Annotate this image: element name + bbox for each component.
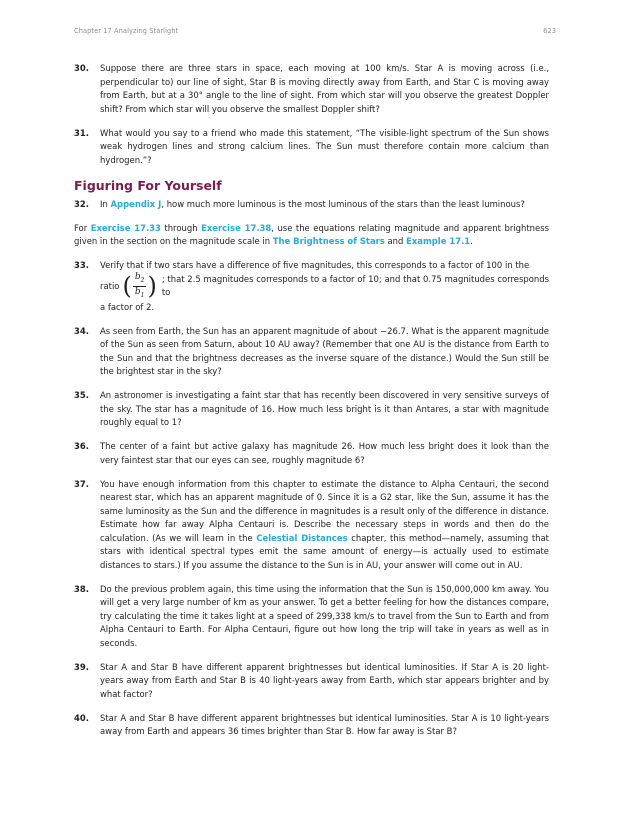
exercise-17-38-link[interactable]: Exercise 17.38 (201, 222, 272, 233)
exercise-35 (74, 389, 549, 430)
exercise-number: 35. (74, 390, 89, 401)
exercise-text: The center of a faint but active galaxy has magnitude 26. How much less bright does it look than the very faintest star that our eyes can see, roughly magnitude 6? (100, 441, 549, 465)
exercise-number: 38. (74, 583, 89, 594)
numerator-subscript: 2 (140, 276, 145, 284)
ratio-line (100, 272, 549, 301)
exercise-text-pre: In (100, 198, 111, 209)
celestial-distances-link[interactable]: Celestial Distances (256, 532, 348, 543)
intro-text: and (384, 236, 407, 246)
brightness-ratio-formula (122, 272, 156, 301)
exercise-text-pre: You have enough information from this chapter to estimate the distance to Alpha Centauri, the second nearest star, which has an apparent magnitude of 0. Since it is a G2 star, like the Sun, assume it has the same luminosity as the Sun and the difference in magnitudes is a result only of the difference in distance. Estimate how far away Alpha Centauri is. Describe the necessary steps in words and then do the calculation. (As we will learn in the (100, 478, 549, 543)
exercise-32 (74, 198, 549, 212)
fraction (133, 272, 147, 301)
page-number: 623 (543, 27, 556, 35)
exercise-31 (74, 127, 549, 168)
left-paren: ( (122, 272, 132, 301)
exercise-number: 36. (74, 441, 89, 452)
exercise-text: Suppose there are three stars in space, each moving at 100 km/s. Star A is moving across (i.e., perpendicular to) our line of sight, Star B is moving directly away from Earth, and Star C is moving away from Earth, but at a 30° angle to the line of sight. From which star will you observe the greatest Doppler shift? From which star will you observe the smallest Doppler shift? (100, 63, 549, 114)
intro-text: . (470, 236, 473, 246)
exercise-text-post: , how much more luminous is the most luminous of the stars than the least luminous? (161, 198, 525, 209)
exercise-number: 40. (74, 712, 89, 723)
section-heading: Figuring For Yourself (74, 177, 222, 193)
exercise-text-line1: Verify that if two stars have a difference of five magnitudes, this corresponds to a factor of 100 in the (100, 259, 530, 270)
exercise-text: An astronomer is investigating a faint star that has recently been discovered in very sensitive surveys of the sky. The star has a magnitude of 16. How much less bright is it than Antares, a star with magnitude roughly equal to 1? (100, 390, 549, 428)
exercise-text-line2: ; that 2.5 magnitudes corresponds to a factor of 10; and that 0.75 magnitudes corresponds to (161, 273, 549, 298)
exercise-text: What would you say to a friend who made this statement, “The visible-light spectrum of the Sun shows weak hydrogen lines and strong calcium lines. The Sun must therefore contain more calcium than hydrogen.”? (100, 127, 549, 165)
exercise-34 (74, 325, 549, 379)
fraction-numerator (133, 272, 147, 287)
exercise-number: 34. (74, 325, 89, 336)
exercise-37 (74, 478, 549, 573)
exercise-number: 30. (74, 63, 89, 73)
intro-text: For (74, 222, 91, 233)
exercise-text: Do the previous problem again, this time using the information that the Sun is 150,000,000 km away. You will get a very large number of km as your answer. To get a better feeling for how the distances compare, try calculating the time it takes light at a speed of 299,338 km/s to travel from the Sun to Earth and from Alpha Centauri to Earth. For Alpha Centauri, figure out how long the trip will take in years as well as in seconds. (100, 583, 549, 648)
exercise-number: 37. (74, 478, 89, 489)
denominator-subscript: 1 (140, 291, 145, 299)
exercise-number: 32. (74, 198, 89, 209)
exercise-number: 31. (74, 127, 89, 138)
exercise-text: As seen from Earth, the Sun has an apparent magnitude of about −26.7. What is the apparent magnitude of the Sun as seen from Saturn, about 10 AU away? (Remember that one AU is the distance from Earth to the Sun and that the brightness decreases as the inverse square of the distance.) Would the Sun still be the brightest star in the sky? (100, 325, 549, 377)
exercise-number: 33. (74, 259, 89, 270)
instructions-paragraph (74, 222, 549, 249)
exercise-38 (74, 583, 549, 651)
appendix-j-link[interactable]: Appendix J (110, 198, 162, 209)
exercise-39 (74, 661, 549, 702)
intro-text: through (160, 222, 202, 233)
fraction-denominator (133, 287, 147, 301)
exercise-33 (74, 259, 549, 315)
exercise-text: Star A and Star B have different apparent brightnesses but identical luminosities. If Star A is 20 light-years away from Earth and Star B is 40 light-years away from Earth, which star appears brighter and by what factor? (100, 661, 549, 699)
denominator-symbol: b (134, 286, 141, 297)
intro-text: , use the equations relating magnitude and apparent brightness given in the section on the magnitude scale in (74, 222, 549, 246)
running-header: Chapter 17 Analyzing Starlight (74, 27, 179, 35)
exercise-text: Star A and Star B have different apparent brightnesses but identical luminosities. Star A is 10 light-years away from Earth and appears 36 times brighter than Star B. How far away is Star B? (100, 712, 549, 737)
numerator-symbol: b (134, 272, 141, 282)
exercise-text-line3: a factor of 2. (100, 301, 155, 312)
exercise-17-33-link[interactable]: Exercise 17.33 (90, 222, 161, 233)
example-17-1-link[interactable]: Example 17.1 (406, 236, 471, 246)
ratio-label: ratio (100, 280, 120, 291)
exercise-40 (74, 712, 549, 739)
main-content (74, 62, 549, 749)
exercise-number: 39. (74, 661, 89, 672)
brightness-of-stars-link[interactable]: The Brightness of Stars (272, 236, 385, 246)
exercise-30 (74, 62, 549, 116)
right-paren: ) (147, 272, 157, 301)
exercise-text-post: chapter, this method—namely, assuming that stars with identical spectral types emit the same amount of energy—is actually used to estimate distances to stars.) If you assume the distance to the Sun is in AU, your answer will come out in AU. (100, 532, 549, 570)
exercise-36 (74, 440, 549, 467)
